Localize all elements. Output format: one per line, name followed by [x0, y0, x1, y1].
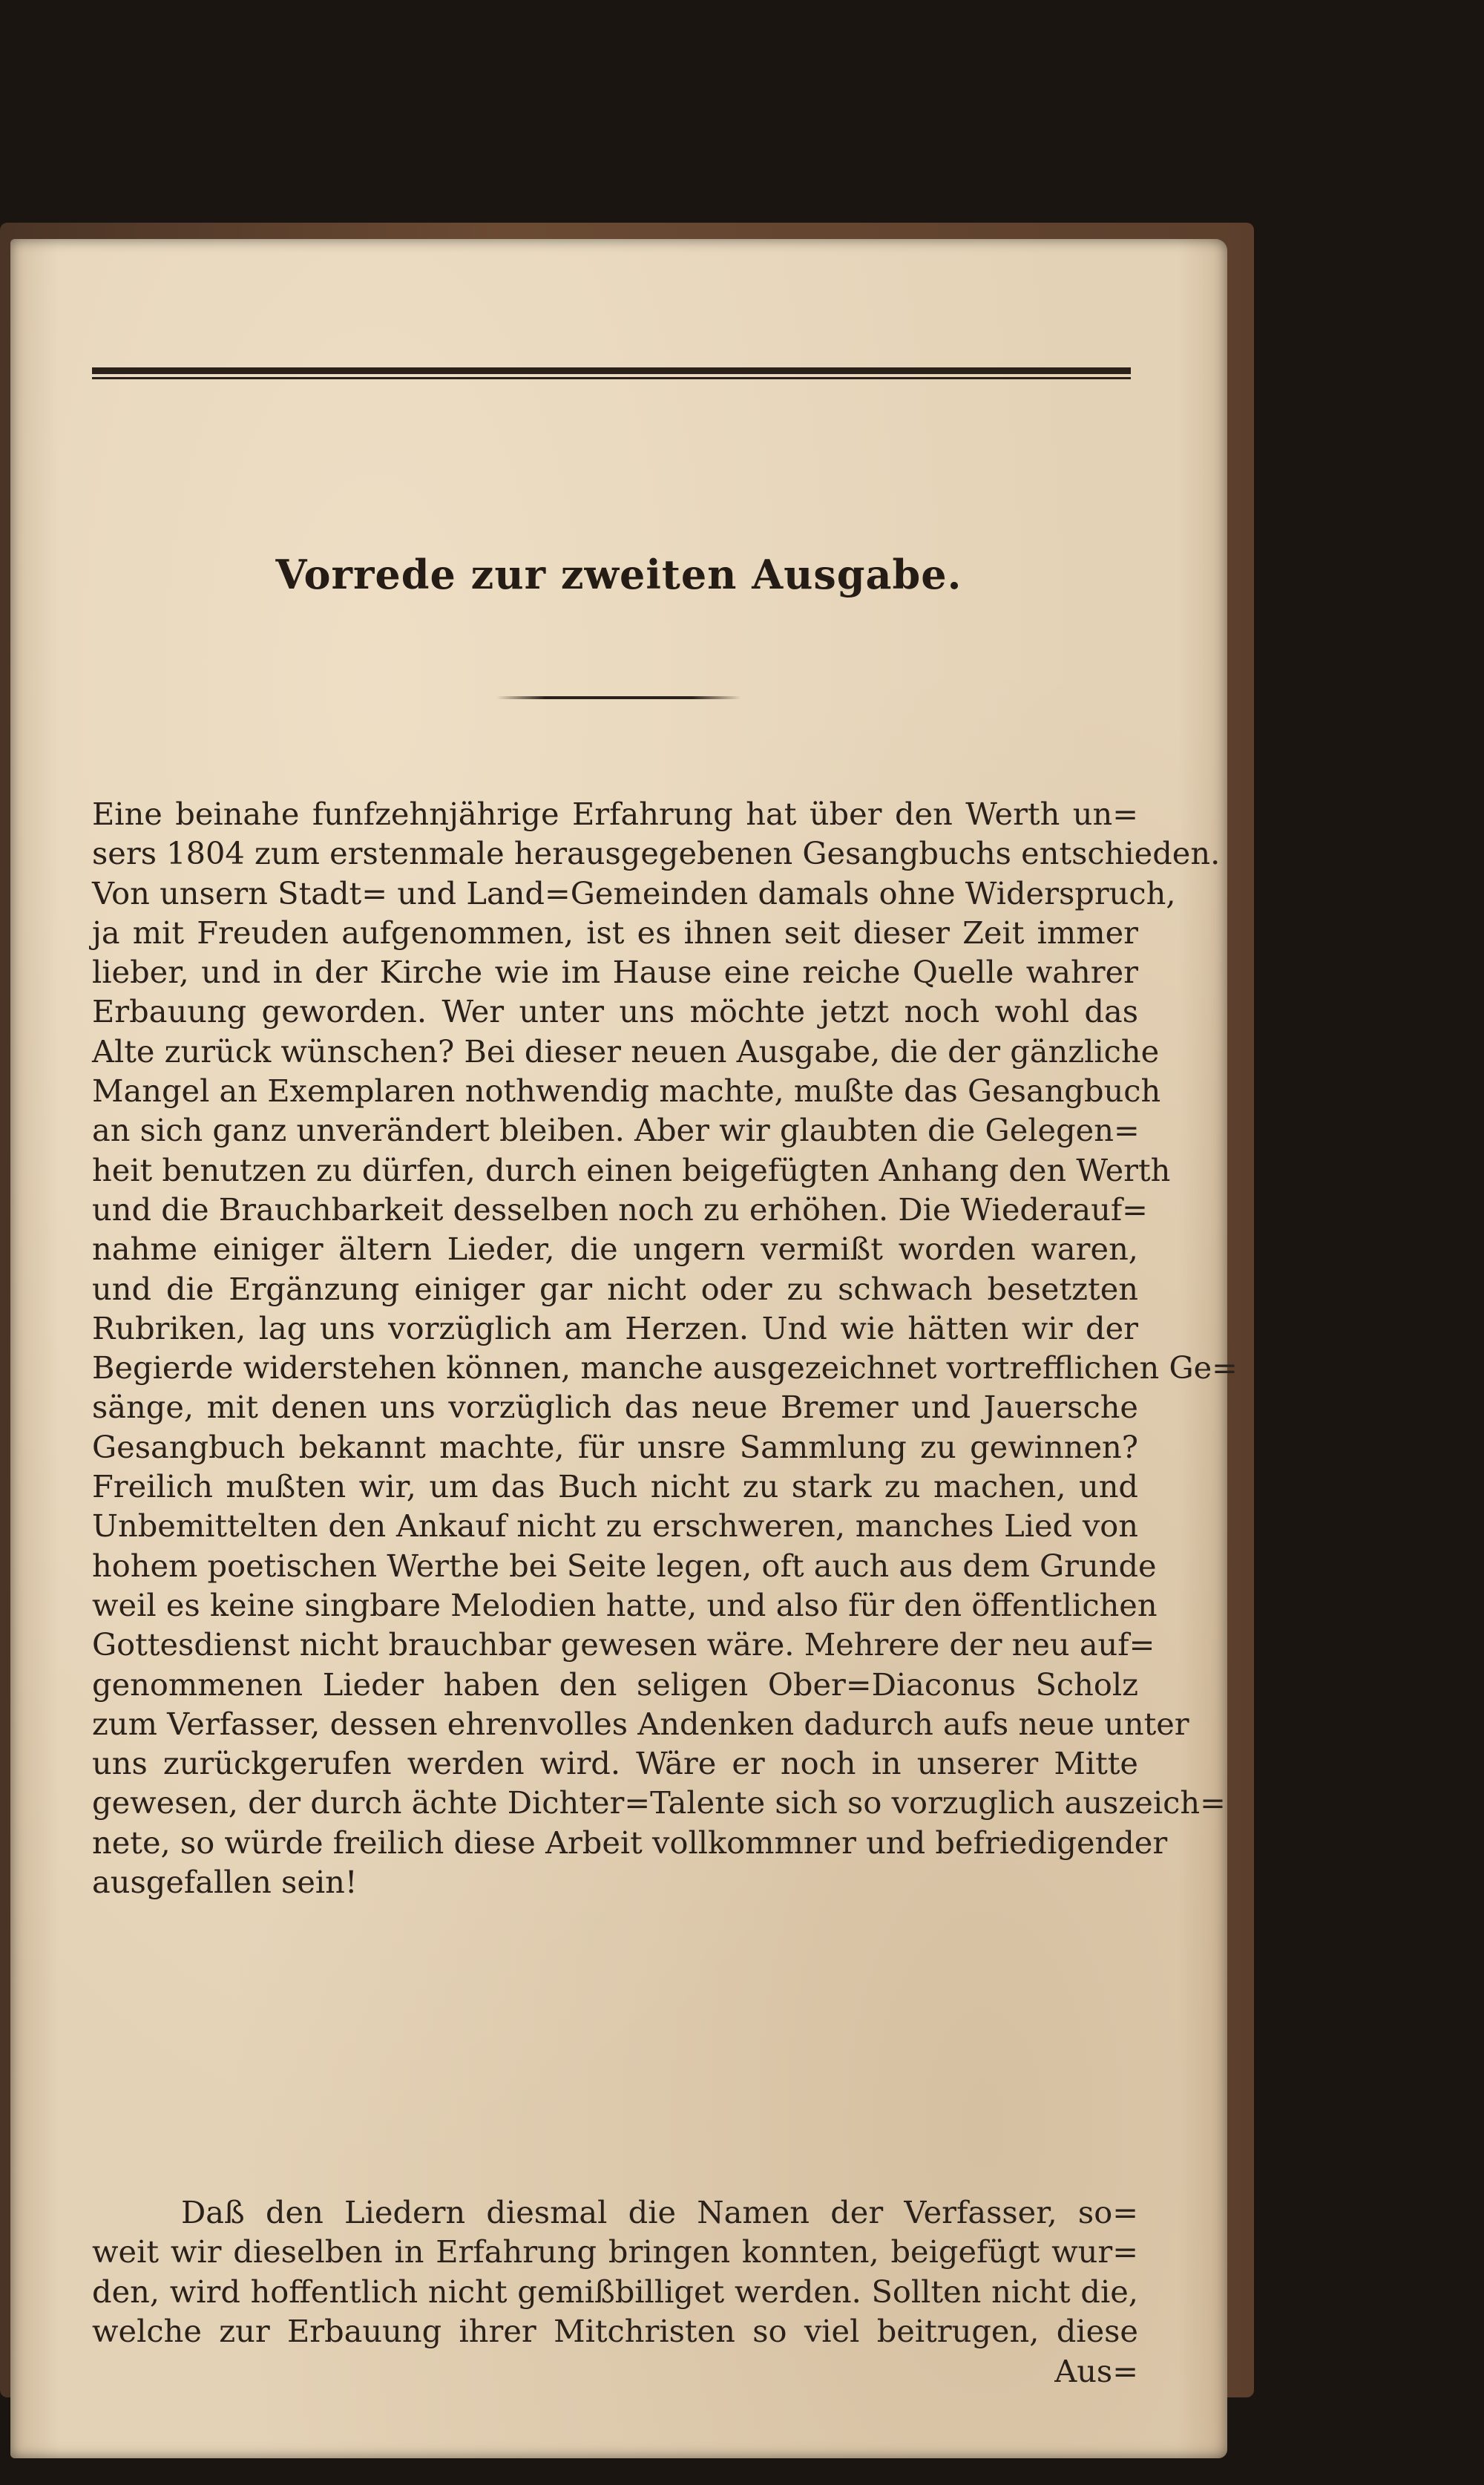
text-line: Rubriken, lag uns vorzüglich am Herzen. Und wie hätten wir der [92, 1309, 1138, 1346]
text-line: an sich ganz unverändert bleiben. Aber wir glaubten die Gelegen= [92, 1112, 1140, 1149]
text-line: Daß den Liedern diesmal die Namen der Verfasser, so= [181, 2194, 1138, 2230]
text-line: lieber, und in der Kirche wie im Hause eine reiche Quelle wahrer [92, 954, 1138, 991]
header-rule [92, 367, 1131, 381]
header-rule-thick [92, 367, 1131, 374]
text-line: genommenen Lieder haben den seligen Ober=Diaconus Scholz [92, 1666, 1138, 1703]
text-line: Eine beinahe funfzehnjährige Erfahrung hat über den Werth un= [92, 796, 1138, 832]
text-line: Unbemittelten den Ankauf nicht zu erschweren, manches Lied von [92, 1507, 1138, 1545]
text-line: nahme einiger ältern Lieder, die ungern vermißt worden waren, [92, 1231, 1138, 1268]
text-line: und die Brauchbarkeit desselben noch zu erhöhen. Die Wiederauf= [92, 1191, 1148, 1228]
text-line: und die Ergänzung einiger gar nicht oder zu schwach besetzten [92, 1270, 1138, 1307]
text-line: Begierde widerstehen können, manche ausgezeichnet vortrefflichen Ge= [92, 1349, 1238, 1386]
text-line: uns zurückgerufen werden wird. Wäre er noch in unserer Mitte [92, 1745, 1138, 1782]
book-page [10, 239, 1238, 2458]
text-line: sänge, mit denen uns vorzüglich das neue Bremer und Jauersche [92, 1389, 1138, 1426]
text-line: welche zur Erbauung ihrer Mitchristen so viel beitrugen, diese [92, 2312, 1138, 2349]
text-line: weil es keine singbare Melodien hatte, und also für den öffentlichen [92, 1586, 1158, 1623]
page-title: Vorrede zur zweiten Ausgabe. [275, 551, 962, 598]
text-line: sers 1804 zum erstenmale herausgegebenen Gesangbuchs entschieden. [92, 835, 1221, 872]
text-line: Freilich mußten wir, um das Buch nicht zu stark zu machen, und [92, 1468, 1138, 1505]
paragraph-2 [92, 2193, 1138, 2351]
text-line: zum Verfasser, dessen ehrenvolles Andenken dadurch aufs neue unter [92, 1705, 1189, 1742]
text-line: ja mit Freuden aufgenommen, ist es ihnen seit dieser Zeit immer [92, 914, 1138, 951]
text-line: weit wir dieselben in Erfahrung bringen konnten, beigefügt wur= [92, 2233, 1138, 2270]
text-line: nete, so würde freilich diese Arbeit vollkommner und befriedigender [92, 1824, 1168, 1861]
text-line: Von unsern Stadt= und Land=Gemeinden damals ohne Widerspruch, [92, 874, 1176, 911]
catchword: Aus= [1054, 2353, 1138, 2389]
text-line: heit benutzen zu dürfen, durch einen beigefügten Anhang den Werth [92, 1151, 1171, 1188]
paragraph-1 [92, 794, 1238, 1902]
text-line: Gesangbuch bekannt machte, für unsre Sammlung zu gewinnen? [92, 1428, 1138, 1465]
text-line: gewesen, der durch ächte Dichter=Talente sich so vorzuglich auszeich= [92, 1784, 1226, 1821]
text-line: Alte zurück wünschen? Bei dieser neuen Ausgabe, die der gänzliche [92, 1032, 1160, 1070]
title-divider [496, 696, 741, 699]
header-rule-thin [92, 377, 1131, 379]
text-line: ausgefallen sein! [92, 1864, 358, 1901]
text-line: hohem poetischen Werthe bei Seite legen, oft auch aus dem Grunde [92, 1547, 1157, 1584]
text-line: Gottesdienst nicht brauchbar gewesen wäre. Mehrere der neu auf= [92, 1626, 1155, 1663]
text-line: Mangel an Exemplaren nothwendig machte, mußte das Gesangbuch [92, 1073, 1161, 1110]
text-line: Erbauung geworden. Wer unter uns möchte jetzt noch wohl das [92, 993, 1138, 1030]
text-line: den, wird hoffentlich nicht gemißbilliget werden. Sollten nicht die, [92, 2273, 1138, 2310]
